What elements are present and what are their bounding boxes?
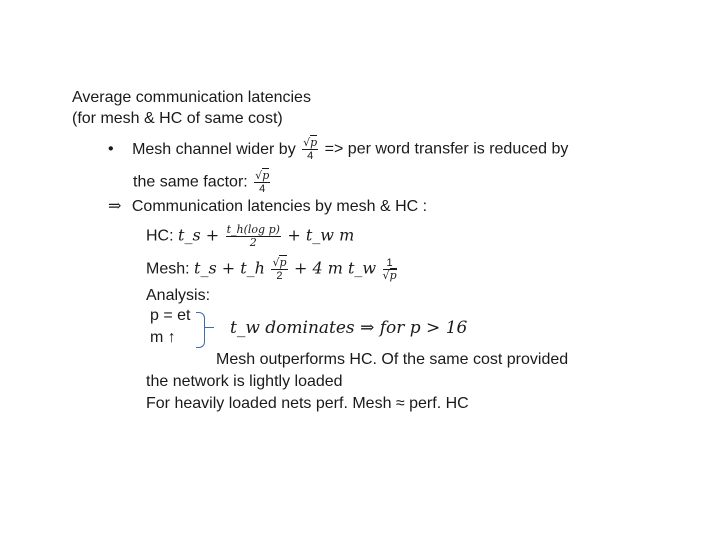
- latencies-title: Communication latencies by mesh & HC :: [131, 198, 428, 215]
- hc-ts-term: t_s +: [178, 225, 220, 245]
- heavily-loaded-line: For heavily loaded nets perf. Mesh ≈ perf. HC: [146, 395, 469, 412]
- hc-fraction: [226, 224, 281, 249]
- one-over-sqrt-p-fraction: [383, 257, 397, 282]
- same-factor-line: [133, 170, 272, 195]
- sqrt-radicand: p: [310, 136, 318, 149]
- outperforms-line: Mesh outperforms HC. Of the same cost provided: [216, 351, 569, 368]
- sqrt-p-over-4-fraction: [302, 137, 318, 162]
- analysis-label: Analysis:: [146, 287, 211, 304]
- fraction-denominator: 4: [259, 183, 266, 195]
- heading-line-1: Average communication latencies: [72, 89, 311, 106]
- heading-line-2: (for mesh & HC of same cost): [72, 110, 283, 127]
- sqrt-symbol: √: [382, 269, 390, 282]
- latencies-title-line: [108, 196, 427, 217]
- sqrt-radicand: p: [389, 269, 397, 282]
- implies-icon: ⇒: [108, 196, 122, 215]
- hc-fraction-numerator: t_h(log p): [226, 223, 280, 236]
- bullet-symbol: •: [108, 140, 114, 158]
- one-numerator: 1: [383, 257, 397, 270]
- bullet-text-end: => per word transfer is reduced by: [324, 140, 569, 158]
- hc-label: HC:: [146, 227, 174, 245]
- hc-fraction-denominator: 2: [249, 236, 257, 249]
- mesh-ts-term: t_s + t_h: [194, 258, 265, 278]
- mesh-formula: [146, 257, 399, 282]
- same-factor-label: the same factor:: [133, 173, 248, 191]
- mesh-fraction-denominator: 2: [276, 270, 283, 282]
- lightly-loaded-line: the network is lightly loaded: [146, 373, 343, 390]
- hc-tail-term: + t_w m: [287, 225, 355, 245]
- fraction-denominator: 4: [307, 150, 314, 162]
- mesh-label: Mesh:: [146, 260, 190, 278]
- bullet-line: [108, 137, 568, 162]
- dominates-statement: t_w dominates ⇒ for p > 16: [230, 318, 468, 338]
- mesh-mid-term: + 4 m t_w: [293, 258, 377, 278]
- sqrt-radicand: p: [279, 256, 287, 269]
- sqrt-symbol: √: [272, 256, 280, 269]
- brace-tick: [204, 327, 214, 328]
- sqrt-symbol: √: [255, 169, 263, 182]
- mesh-sqrt-fraction: [271, 257, 287, 282]
- bullet-text-start: Mesh channel wider by: [132, 140, 296, 158]
- sqrt-symbol: √: [303, 136, 311, 149]
- sqrt-radicand: p: [262, 169, 270, 182]
- p-equals-line: p = et: [150, 307, 191, 324]
- hc-formula: [146, 224, 354, 249]
- same-factor-fraction: [254, 170, 270, 195]
- brace-bracket: [196, 312, 205, 348]
- m-arrow-line: m ↑: [150, 329, 176, 346]
